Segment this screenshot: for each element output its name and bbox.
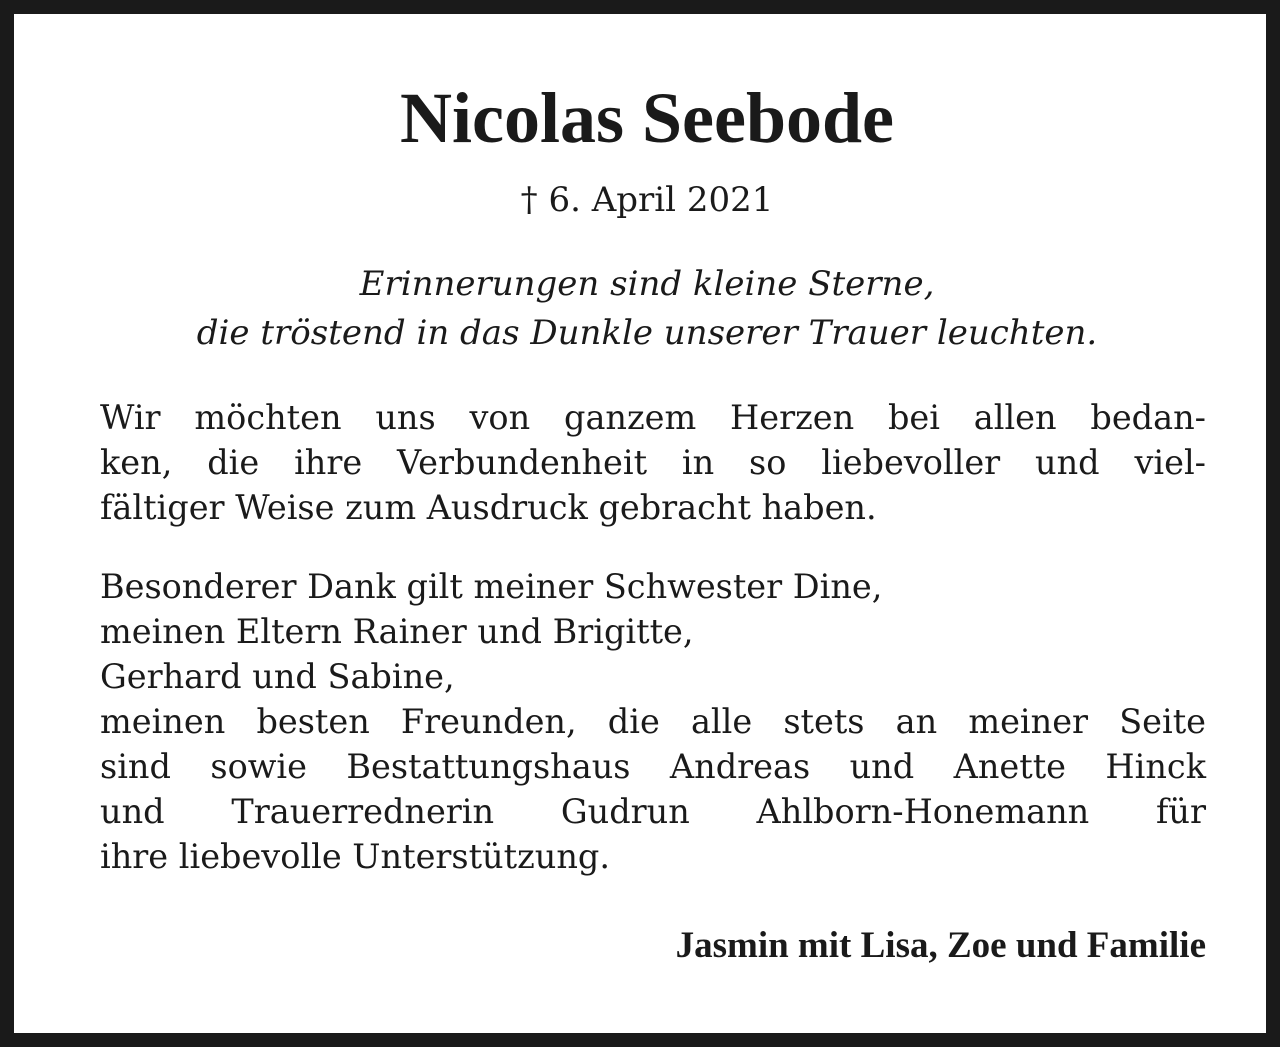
- paragraph-line: ihre liebevolle Unterstützung.: [100, 837, 610, 876]
- paragraph-line: meinen besten Freunden, die alle stets an meiner Seite: [100, 702, 1206, 741]
- paragraph-line: und Trauerrednerin Gudrun Ahlborn-Honemann für: [100, 792, 1206, 831]
- quote-line: Erinnerungen sind kleine Sterne,: [359, 264, 935, 304]
- paragraph-line: meinen Eltern Rainer und Brigitte,: [100, 612, 694, 651]
- paragraph-line: Gerhard und Sabine,: [100, 657, 455, 696]
- signature: Jasmin mit Lisa, Zoe und Familie: [675, 925, 1206, 966]
- memorial-quote: [88, 260, 1206, 358]
- paragraph-line: Wir möchten uns von ganzem Herzen bei allen bedan-: [100, 398, 1206, 437]
- death-date: † 6. April 2021: [520, 180, 774, 220]
- special-thanks-paragraph: [100, 564, 1206, 879]
- paragraph-line: Besonderer Dank gilt meiner Schwester Dine,: [100, 567, 883, 606]
- quote-line: die tröstend in das Dunkle unserer Trauer leuchten.: [196, 313, 1098, 353]
- paragraph-line: sind sowie Bestattungshaus Andreas und Anette Hinck: [100, 747, 1206, 786]
- paragraph-line: ken, die ihre Verbundenheit in so liebevoller und viel-: [100, 443, 1206, 482]
- paragraph-line: fältiger Weise zum Ausdruck gebracht haben.: [100, 488, 877, 527]
- thanks-paragraph: [100, 395, 1206, 530]
- deceased-name: Nicolas Seebode: [400, 78, 894, 158]
